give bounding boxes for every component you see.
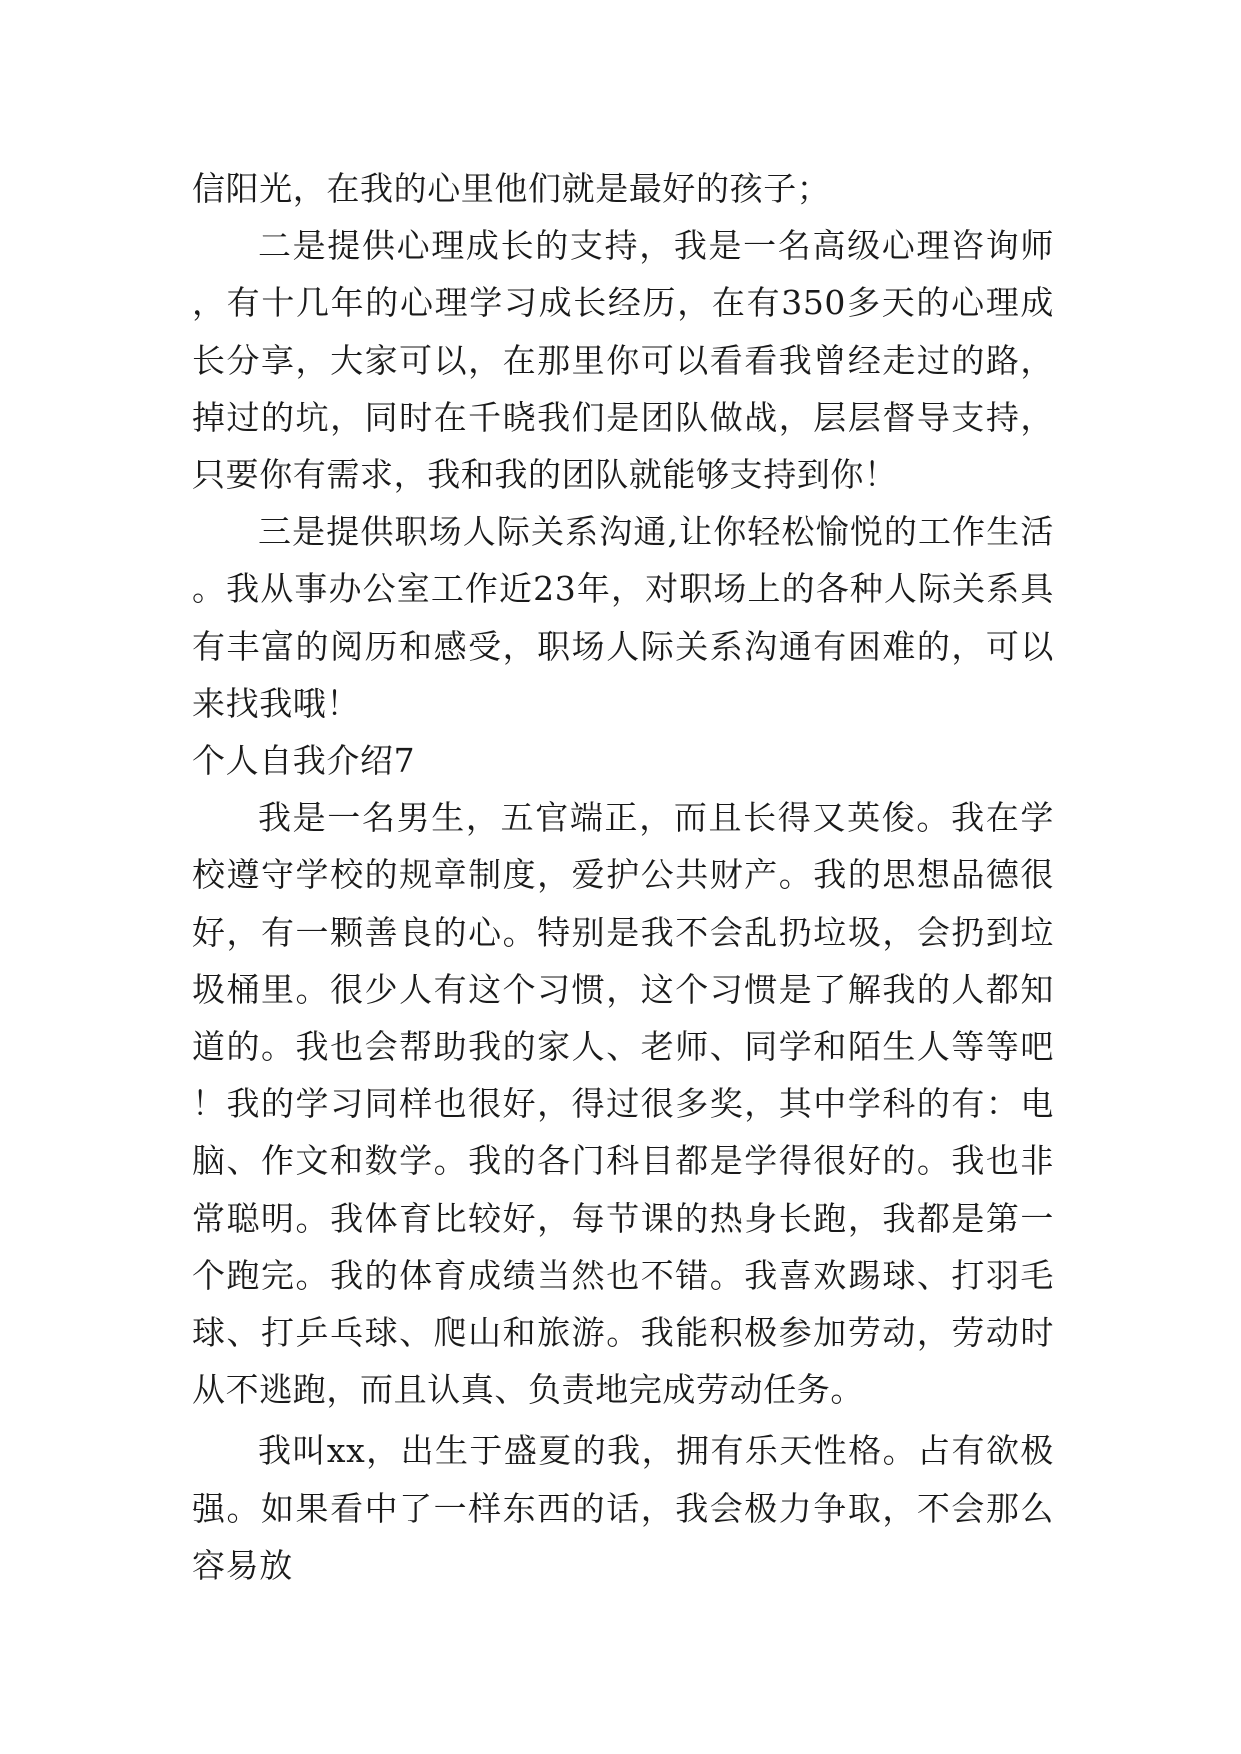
paragraph-support-psychology: 二是提供心理成长的支持，我是一名高级心理咨询师，有十几年的心理学习成长经历，在有350多天的心理成长分享，大家可以，在那里你可以看看我曾经走过的路，掉过的坑，同时在千晓我们是团队做战，层层督导支持，只要你有需求，我和我的团队就能够支持到你！ bbox=[192, 226, 1054, 495]
paragraph-personality: 我叫xx，出生于盛夏的我，拥有乐天性格。占有欲极强。如果看中了一样东西的话，我会极力争取，不会那么容易放 bbox=[192, 1431, 1054, 1585]
paragraph-workplace-communication: 三是提供职场人际关系沟通,让你轻松愉悦的工作生活。我从事办公室工作近23年，对职场上的各种人际关系具有丰富的阅历和感受，职场人际关系沟通有困难的，可以来找我哦！ bbox=[192, 512, 1054, 723]
paragraph-self-intro: 我是一名男生，五官端正，而且长得又英俊。我在学校遵守学校的规章制度，爱护公共财产。我的思想品德很好，有一颗善良的心。特别是我不会乱扔垃圾，会扔到垃圾桶里。很少人有这个习惯，这个习惯是了解我的人都知道的。我也会帮助我的家人、老师、同学和陌生人等等吧！我的学习同样也很好，得过很多奖，其中学科的有：电脑、作文和数学。我的各门科目都是学得很好的。我也非常聪明。我体育比较好，每节课的热身长跑，我都是第一个跑完。我的体育成绩当然也不错。我喜欢踢球、打羽毛球、打乒乓球、爬山和旅游。我能积极参加劳动，劳动时从不逃跑，而且认真、负责地完成劳动任务。 bbox=[192, 798, 1054, 1410]
section-heading: 个人自我介绍7 bbox=[192, 741, 416, 781]
paragraph-continuation: 信阳光，在我的心里他们就是最好的孩子； bbox=[192, 169, 831, 208]
document-body bbox=[192, 160, 1054, 1594]
